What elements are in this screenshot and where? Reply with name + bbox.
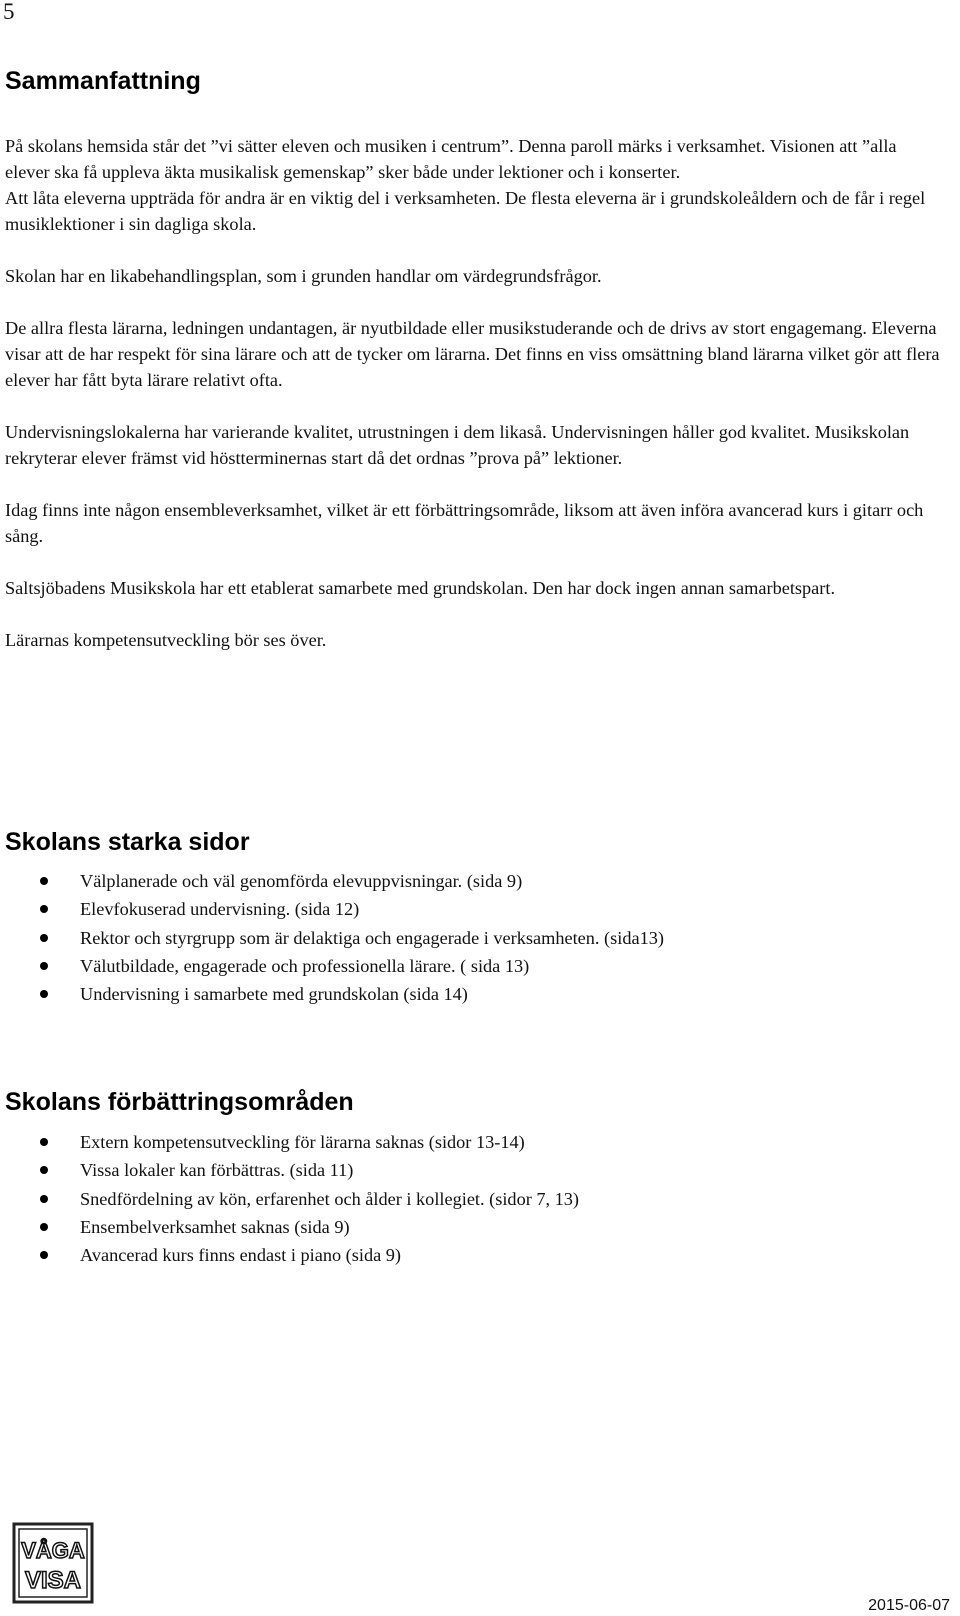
summary-heading: Sammanfattning [5,67,201,95]
strengths-heading: Skolans starka sidor [5,828,250,856]
list-item [0,1241,940,1269]
list-item-text: Välplanerade och väl genomförda elevuppvisningar. (sida 9) [80,871,523,891]
bullet-icon [40,990,48,998]
bullet-icon [40,1195,48,1203]
list-item-text: Avancerad kurs finns endast i piano (sida 9) [80,1245,402,1266]
list-item [0,1185,940,1213]
list-item [0,867,940,895]
list-item-text: Välutbildade, engagerade och professionella lärare. ( sida 13) [80,955,530,976]
improvements-list [0,1128,940,1269]
list-item-text: Rektor och styrgrupp som är delaktiga och engagerade i verksamheten. (sida13) [80,927,664,948]
logo-line1: VÅGA [21,1538,85,1563]
bullet-icon [40,1251,48,1259]
list-item [0,952,940,980]
bullet-icon [40,962,48,970]
bullet-icon [40,1223,48,1231]
footer-date: 2015-06-07 [868,1597,950,1614]
bullet-icon [40,877,48,885]
bullet-icon [40,1138,48,1146]
list-item [0,1213,940,1241]
bullet-icon [40,934,48,942]
list-item [0,980,940,1008]
list-item [0,1156,940,1184]
strengths-list [0,867,940,1008]
page-number: 5 [3,0,15,24]
summary-paragraph: Saltsjöbadens Musikskola har ett etablerat samarbete med grundskolan. Den har dock ingen annan samarbetspart. [5,578,836,598]
summary-body [5,133,940,679]
summary-paragraph: På skolans hemsida står det ”vi sätter eleven och musiken i centrum”. Denna paroll märks i verksamhet. Visionen att ”alla elever ska få uppleva äkta musikalisk gemenskap” sker både under lektioner och i konserter. [5,136,897,182]
list-item [0,895,940,923]
summary-paragraph: Undervisningslokalerna har varierande kvalitet, utrustningen i dem likaså. Undervisningen håller god kvalitet. Musikskolan rekryterar elever främst vid höstterminernas start då det ordnas ”prova på” lektioner. [5,422,910,468]
summary-paragraph: Skolan har en likabehandlingsplan, som i grunden handlar om värdegrundsfrågor. [5,266,602,286]
list-item-text: Ensembelverksamhet saknas (sida 9) [80,1216,350,1237]
logo-line2: VISA [24,1567,82,1594]
list-item-text: Snedfördelning av kön, erfarenhet och ålder i kollegiet. (sidor 7, 13) [80,1188,580,1209]
list-item-text: Elevfokuserad undervisning. (sida 12) [80,899,360,920]
summary-paragraph: De allra flesta lärarna, ledningen undantagen, är nyutbildade eller musikstuderande och de drivs av stort engagemang. Eleverna visar att de har respekt för sina lärare och att de tycker om lärarna. Det finns en viss omsättning bland lärarna vilket gör att flera elever har fått byta lärare relativt ofta. [5,318,940,390]
list-item-text: Vissa lokaler kan förbättras. (sida 11) [80,1160,354,1181]
list-item [0,1128,940,1156]
list-item [0,924,940,952]
list-item-text: Undervisning i samarbete med grundskolan (sida 14) [80,984,468,1005]
list-item-text: Extern kompetensutveckling för lärarna saknas (sidor 13-14) [80,1132,525,1152]
bullet-icon [40,905,48,913]
summary-paragraph: Idag finns inte någon ensembleverksamhet, vilket är ett förbättringsområde, liksom att även införa avancerad kurs i gitarr och sång. [5,500,924,546]
bullet-icon [40,1166,48,1174]
vaga-visa-logo [12,1522,94,1604]
improvements-heading: Skolans förbättringsområden [5,1088,354,1116]
summary-paragraph: Lärarnas kompetensutveckling bör ses över. [5,630,327,650]
summary-paragraph: Att låta eleverna uppträda för andra är en viktig del i verksamheten. De flesta eleverna är i grundskoleåldern och de får i regel musiklektioner i sin dagliga skola. [5,188,926,234]
